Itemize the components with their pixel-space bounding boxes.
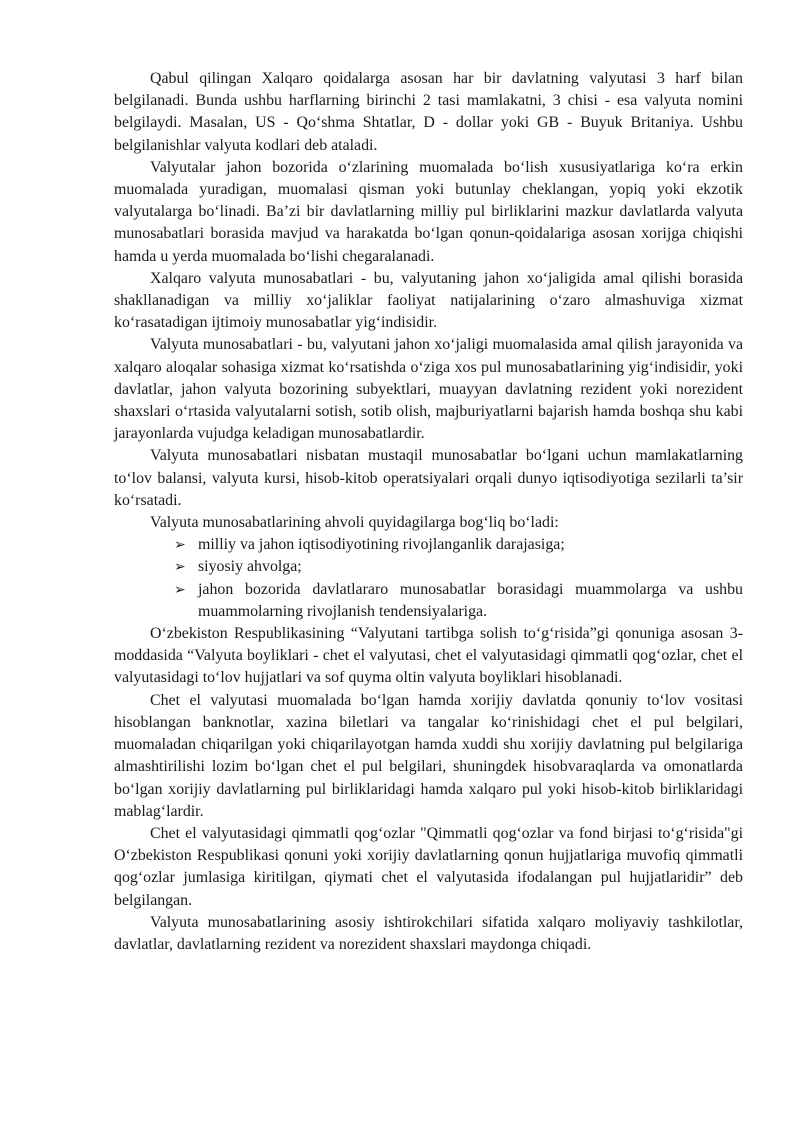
paragraph: Valyuta munosabatlari nisbatan mustaqil munosabatlar bo‘lgani uchun mamlakatlarning to‘lov balansi, valyuta kursi, hisob-kitob operatsiyalari orqali dunyo iqtisodiyotiga sezilarli ta’sir ko‘rsatadi. bbox=[114, 447, 743, 509]
paragraph: Chet el valyutasi muomalada bo‘lgan hamda xorijiy davlatda qonuniy to‘lov vositasi hisoblangan banknotlar, xazina biletlari va tangalar ko‘rinishidagi chet el pul belgilari, muomaladan chiqarilgan yoki chiqarilayotgan hamda xuddi shu xorijiy davlatning pul belgilariga almashtirilishi lozim bo‘lgan chet el pul belgilari, shuningdek hisobvaraqlarda va omonatlarda bo‘lgan xorijiy davlatlarning pul birliklaridagi hamda xalqaro pul yoki hisob-kitob birliklaridagi mablag‘lardir. bbox=[114, 691, 743, 820]
paragraph: Valyuta munosabatlarining ahvoli quyidagilarga bog‘liq bo‘ladi: bbox=[150, 514, 559, 532]
paragraph: Qabul qilingan Xalqaro qoidalarga asosan har bir davlatning valyutasi 3 harf bilan belgilanadi. Bunda ushbu harflarning birinchi 2 tasi mamlakatni, 3 chisi - esa valyuta nomini belgilaydi. Masalan, US - Qo‘shma Shtatlar, D - dollar yoki GB - Buyuk Britaniya. Ushbu belgilanishlar valyuta kodlari deb ataladi. bbox=[114, 70, 743, 154]
arrow-bullet-icon: ➢ bbox=[174, 559, 186, 576]
list-item bbox=[174, 534, 743, 556]
document-page bbox=[114, 68, 743, 956]
list-item-text: siyosiy ahvolga; bbox=[198, 558, 302, 576]
paragraph: Valyuta munosabatlarining asosiy ishtirokchilari sifatida xalqaro moliyaviy tashkilotlar, davlatlar, davlatlarning rezident va norezident shaxslari maydonga chiqadi. bbox=[114, 913, 743, 953]
bullet-list bbox=[114, 534, 743, 623]
paragraph: O‘zbekiston Respublikasining “Valyutani tartibga solish to‘g‘risida”gi qonuniga asosan 3-moddasida “Valyuta boyliklari - chet el valyutasi, chet el valyutasidagi qimmatli qog‘ozlar, chet el valyutasidagi to‘lov hujjatlari va sof quyma oltin valyuta boyliklari hisoblanadi. bbox=[114, 625, 743, 687]
arrow-bullet-icon: ➢ bbox=[174, 537, 186, 554]
list-item-text: milliy va jahon iqtisodiyotining rivojlanganlik darajasiga; bbox=[198, 536, 565, 554]
list-item-text: jahon bozorida davlatlararo munosabatlar borasidagi muammolarga va ushbu muammolarning rivojlanish tendensiyalariga. bbox=[198, 580, 743, 620]
paragraph: Chet el valyutasidagi qimmatli qog‘ozlar "Qimmatli qog‘ozlar va fond birjasi to‘g‘risida"gi O‘zbekiston Respublikasi qonuni yoki xorijiy davlatlarning qonun hujjatlariga muvofiq qimmatli qog‘ozlar jumlasiga kiritilgan, qiymati chet el valyutasida ifodalangan pul hujjatlaridir” deb belgilangan. bbox=[114, 824, 743, 909]
list-item bbox=[174, 556, 743, 578]
arrow-bullet-icon: ➢ bbox=[174, 581, 186, 598]
paragraph: Xalqaro valyuta munosabatlari - bu, valyutaning jahon xo‘jaligida amal qilishi borasida shakllanadigan va milliy xo‘jaliklar faoliyat natijalarining o‘zaro almashuviga xizmat ko‘rasatadigan ijtimoiy munosabatlar yig‘indisidir. bbox=[114, 269, 743, 332]
list-item bbox=[174, 579, 743, 623]
paragraph: Valyuta munosabatlari - bu, valyutani jahon xo‘jaligi muomalasida amal qilish jarayonida va xalqaro aloqalar sohasiga xizmat ko‘rsatishda o‘ziga xos pul munosabatlarining yig‘indisidir, yoki davlatlar, jahon valyuta bozorining subyektlari, muayyan davlatning rezident yoki norezident shaxslari o‘rtasida valyutalarni sotish, sotib olish, majburiyatlarni bajarish hamda boshqa shu kabi jarayonlarda vujudga keladigan munosabatlardir. bbox=[114, 336, 743, 443]
paragraph: Valyutalar jahon bozorida o‘zlarining muomalada bo‘lish xususiyatlariga ko‘ra erkin muomalada yuradigan, muomalasi qisman yoki butunlay cheklangan, yopiq yoki ekzotik valyutalarga bo‘linadi. Ba’zi bir davlatlarning milliy pul birliklarini mazkur davlatlarda valyuta munosabatlari borasida mavjud va harakatda bo‘lgan qonun-qoidalariga asosan xorijga chiqishi hamda u yerda muomalada bo‘lishi chegaralanadi. bbox=[114, 158, 743, 265]
